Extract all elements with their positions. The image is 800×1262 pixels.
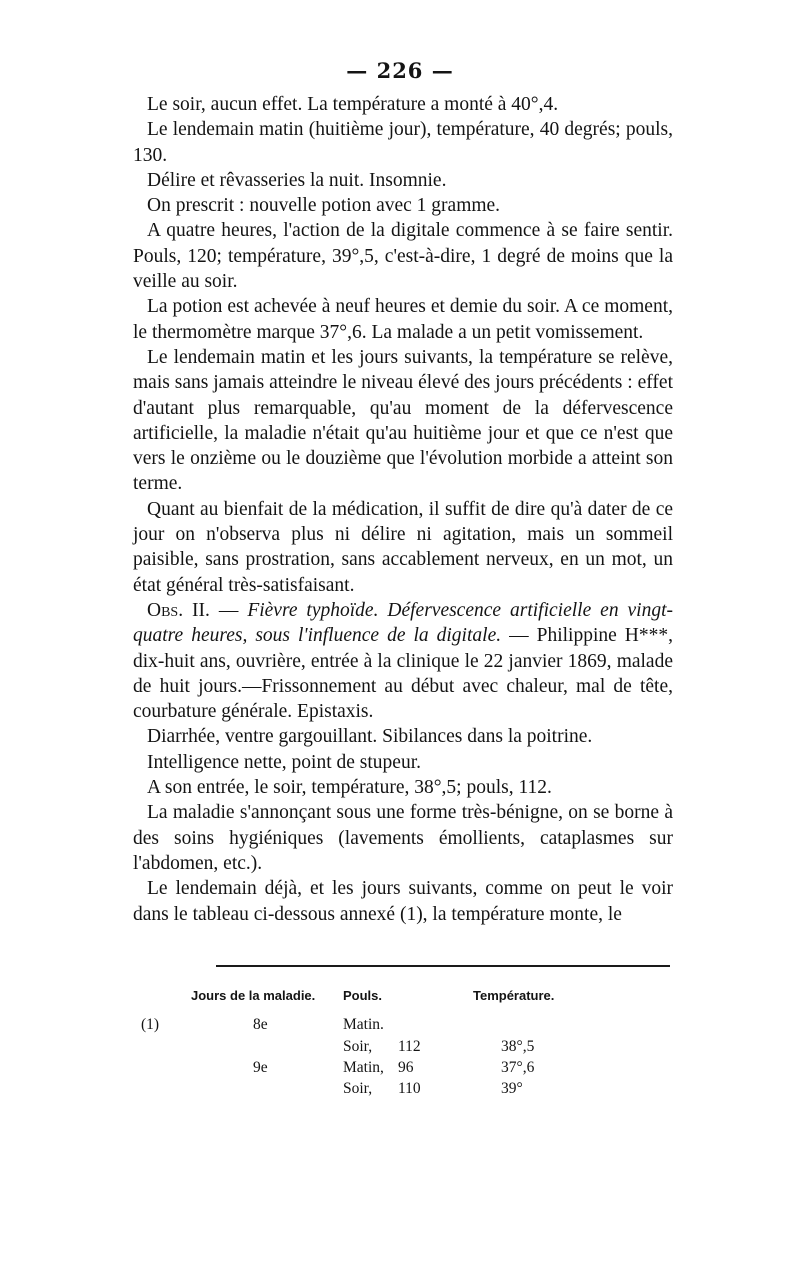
paragraph: A quatre heures, l'action de la digitale commence à se faire sentir. Pouls, 120; température, 39°,5, c'est-à-dire, 1 degré de moins que la veille au soir.	[133, 220, 673, 293]
page-number: — 226 —	[346, 58, 454, 83]
footnote-header-row	[133, 988, 673, 1010]
paragraph: La maladie s'annonçant sous une forme très-bénigne, on se borne à des soins hygiéniques (lavements émollients, cataplasmes sur l'abdomen, etc.).	[133, 802, 673, 874]
paragraph: Intelligence nette, point de stupeur.	[147, 751, 421, 773]
table-row	[133, 1016, 673, 1038]
observation-dash: —	[209, 599, 248, 621]
row-temperature: 38°,5	[501, 1038, 535, 1055]
header-days: Jours de la maladie.	[191, 988, 316, 1003]
table-row	[133, 1080, 673, 1102]
row-pulse: 110	[398, 1080, 421, 1097]
paragraph: Délire et rêvasseries la nuit. Insomnie.	[147, 169, 447, 191]
footnote-marker: (1)	[141, 1016, 160, 1033]
body-text	[133, 92, 673, 927]
row-day: 8e	[253, 1016, 268, 1033]
row-time: Soir,	[343, 1038, 373, 1055]
header-temperature: Température.	[473, 988, 555, 1003]
row-time: Soir,	[343, 1080, 373, 1097]
table-row	[133, 1038, 673, 1060]
observation-text: — Philippine H***, dix-huit ans, ouvrière, entrée à la clinique le 22 janvier 1869, malade de huit jours.—Frissonnement au début avec chaleur, mal de tête, courbature générale. Epistaxis.	[133, 625, 673, 723]
observation-title: Fièvre typhoïde. Défervescence artificielle en vingt-quatre heures, sous l'influence de la digitale.	[133, 599, 674, 647]
row-day: 9e	[253, 1059, 268, 1076]
row-temperature: 37°,6	[501, 1059, 535, 1076]
paragraph: On prescrit : nouvelle potion avec 1 gramme.	[147, 195, 501, 217]
header-pulse: Pouls.	[343, 988, 383, 1003]
paragraph: Le lendemain matin (huitième jour), température, 40 degrés; pouls, 130.	[133, 119, 673, 166]
observation-paragraph	[133, 598, 673, 724]
row-temperature: 39°	[501, 1080, 523, 1097]
paragraph: A son entrée, le soir, température, 38°,5; pouls, 112.	[147, 777, 552, 799]
footnote-divider	[216, 965, 670, 967]
observation-label: Obs. II.	[147, 599, 210, 621]
table-row	[133, 1059, 673, 1081]
paragraph: Quant au bienfait de la médication, il suffit de dire qu'à dater de ce jour on n'observa plus ni délire ni agitation, mais un sommeil paisible, sans prostration, sans accablement nerveux, en un mot, un état général très-satisfaisant.	[133, 498, 673, 596]
row-time: Matin,	[343, 1059, 384, 1076]
paragraph: Le lendemain matin et les jours suivants, la température se relève, mais sans jamais atteindre le niveau élevé des jours précédents : effet d'autant plus remarquable, qu'au moment de la défervescence artificielle, la maladie n'était qu'au huitième jour et que ce n'est que vers le onzième ou le douzième que l'évolution morbide a atteint son terme.	[133, 346, 673, 495]
row-time: Matin.	[343, 1016, 384, 1033]
paragraph: Le soir, aucun effet. La température a monté à 40°,4.	[147, 94, 559, 115]
row-pulse: 96	[398, 1059, 414, 1076]
paragraph: Diarrhée, ventre gargouillant. Sibilances dans la poitrine.	[147, 726, 593, 748]
paragraph: La potion est achevée à neuf heures et demie du soir. A ce moment, le thermomètre marque 37°,6. La malade a un petit vomissement.	[133, 296, 673, 343]
paragraph: Le lendemain déjà, et les jours suivants, comme on peut le voir dans le tableau ci-dessous annexé (1), la température monte, le	[133, 878, 673, 925]
row-pulse: 112	[398, 1038, 421, 1055]
